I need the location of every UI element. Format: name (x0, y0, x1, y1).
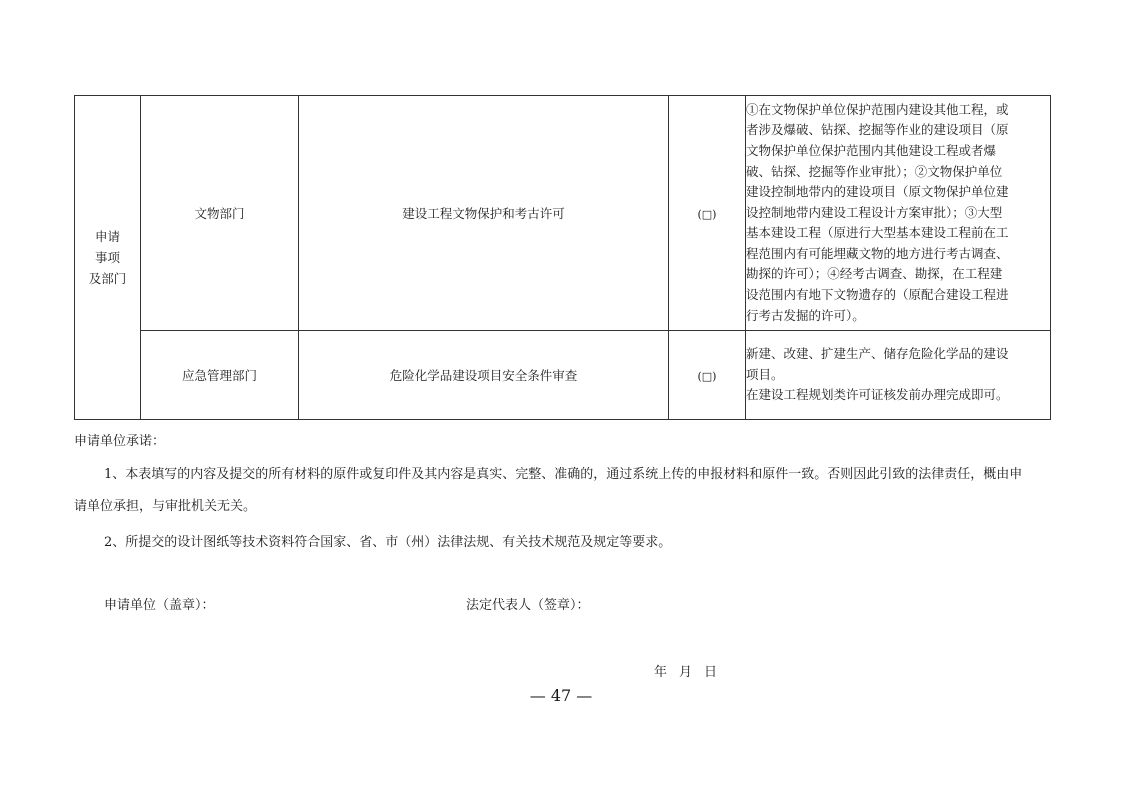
note-line: 基本建设工程（原进行大型基本建设工程前在工 (746, 225, 1009, 241)
note-line: 项目。 (746, 366, 784, 382)
date-month: 月 (679, 665, 693, 680)
checkbox-mark[interactable]: (□) (697, 207, 717, 221)
checkbox-cell[interactable] (669, 331, 746, 420)
item-cell: 建设工程文物保护和考古许可 (299, 96, 669, 331)
group-label-line: 及部门 (88, 271, 127, 286)
note-line: 破、钻探、挖掘等作业审批）；②文物保护单位 (746, 163, 1003, 179)
item-cell: 危险化学品建设项目安全条件审查 (299, 331, 669, 420)
commitment-para1-line2: 请单位承担，与审批机关无关。 (74, 499, 257, 514)
application-table (74, 95, 1051, 420)
note-line: 建设控制地带内的建设项目（原文物保护单位建 (746, 184, 1009, 200)
group-label-line: 事项 (94, 250, 120, 265)
commitment-para2: 2、所提交的设计图纸等技术资料符合国家、省、市（州）法律法规、有关技术规范及规定等要求。 (104, 535, 672, 550)
note-line: 行考古发掘的许可）。 (746, 307, 865, 323)
note-line: 者涉及爆破、钻探、挖掘等作业的建设项目（原 (746, 122, 1009, 138)
legal-rep-sign-label: 法定代表人（签章）： (466, 598, 590, 613)
page-number: — 47 — (529, 686, 593, 705)
commitment-heading: 申请单位承诺： (74, 434, 166, 449)
date-year: 年 (654, 665, 668, 680)
note-line: 勘探的许可）；④经考古调查、勘探，在工程建 (746, 266, 1003, 282)
department-cell: 应急管理部门 (141, 331, 299, 420)
commitment-para1-line1: 1、本表填写的内容及提交的所有材料的原件或复印件及其内容是真实、完整、准确的，通过系统上传的申报材料和原件一致。否则因此引致的法律责任，概由申 (104, 467, 1023, 482)
checkbox-cell[interactable] (669, 96, 746, 331)
note-line: 程范围内有可能埋藏文物的地方进行考古调查、 (746, 245, 1009, 261)
department-cell: 文物部门 (141, 96, 299, 331)
date-line (654, 663, 729, 683)
note-line: 在建设工程规划类许可证核发前办理完成即可。 (746, 387, 1009, 403)
checkbox-mark[interactable]: (□) (697, 369, 717, 383)
table-row (75, 331, 1051, 420)
date-day: 日 (704, 665, 718, 680)
note-line: ①在文物保护单位保护范围内建设其他工程，或 (746, 101, 1009, 117)
note-line: 设范围内有地下文物遗存的（原配合建设工程进 (746, 287, 1009, 303)
group-label-line: 申请 (94, 229, 120, 244)
group-label-cell (75, 96, 141, 420)
note-line: 设控制地带内建设工程设计方案审批）；③大型 (746, 204, 1003, 220)
table-row (75, 96, 1051, 331)
applicant-seal-label: 申请单位（盖章）： (104, 598, 215, 613)
note-line: 新建、改建、扩建生产、储存危险化学品的建设 (746, 346, 1009, 362)
note-cell (746, 331, 1051, 420)
note-line: 文物保护单位保护范围内其他建设工程或者爆 (746, 142, 997, 158)
note-cell (746, 96, 1051, 331)
